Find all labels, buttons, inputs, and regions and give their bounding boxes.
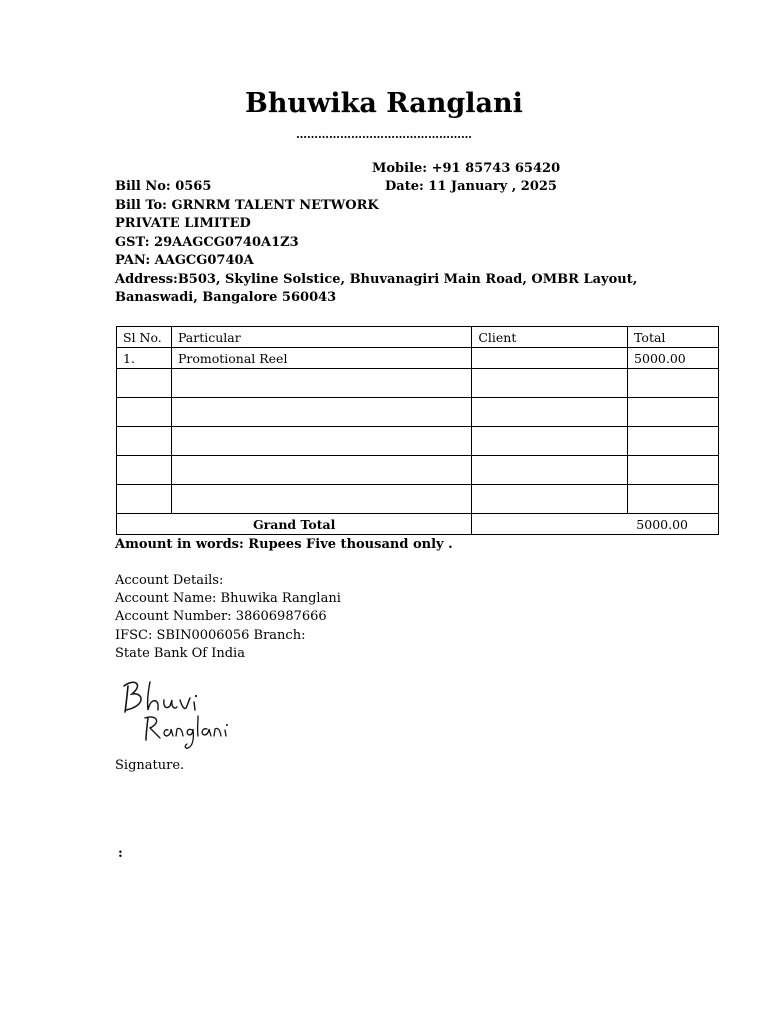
cell-particular [171, 398, 471, 427]
bank-name: State Bank Of India [115, 646, 245, 661]
cell-particular [171, 369, 471, 398]
cell-particular [171, 456, 471, 485]
cell-sl-no [117, 456, 172, 485]
cell-sl-no [117, 427, 172, 456]
header-total: Total [628, 327, 719, 348]
header-client: Client [472, 327, 628, 348]
cell-particular: Promotional Reel [171, 348, 471, 369]
table-row [117, 427, 719, 456]
cell-particular [171, 427, 471, 456]
address-line1: Address:B503, Skyline Solstice, Bhuvanagiri Main Road, OMBR Layout, [115, 272, 638, 287]
table-header-row [117, 327, 719, 348]
table-row [117, 456, 719, 485]
items-table [116, 326, 719, 535]
footer-colon-mark: : [118, 846, 123, 861]
title-dotted-rule: ………………………………………… [296, 128, 472, 141]
table-row [117, 485, 719, 514]
cell-particular [171, 485, 471, 514]
signature-label: Signature. [115, 758, 185, 773]
grand-total-row [117, 514, 719, 535]
bill-to-line1: Bill To: GRNRM TALENT NETWORK [115, 198, 379, 213]
bill-date: Date: 11 January , 2025 [385, 179, 557, 194]
account-name: Account Name: Bhuwika Ranglani [115, 591, 341, 606]
cell-total [628, 485, 719, 514]
cell-total [628, 398, 719, 427]
cell-sl-no [117, 398, 172, 427]
header-particular: Particular [171, 327, 471, 348]
ifsc-branch: IFSC: SBIN0006056 Branch: [115, 628, 306, 643]
account-details-heading: Account Details: [115, 573, 224, 588]
cell-client [472, 485, 628, 514]
cell-client [472, 398, 628, 427]
pan-number: PAN: AAGCG0740A [115, 253, 254, 268]
cell-total: 5000.00 [628, 348, 719, 369]
cell-sl-no [117, 369, 172, 398]
cell-client [472, 369, 628, 398]
amount-in-words: Amount in words: Rupees Five thousand only . [115, 537, 453, 552]
cell-total [628, 369, 719, 398]
issuer-name: Bhuwika Ranglani [245, 88, 523, 119]
table-row [117, 348, 719, 369]
grand-total-value: 5000.00 [472, 514, 719, 535]
bill-number: Bill No: 0565 [115, 179, 212, 194]
account-number: Account Number: 38606987666 [115, 609, 327, 624]
cell-total [628, 456, 719, 485]
grand-total-label: Grand Total [117, 514, 472, 535]
cell-sl-no [117, 485, 172, 514]
mobile-number: Mobile: +91 85743 65420 [372, 161, 561, 176]
table-row [117, 369, 719, 398]
table-row [117, 398, 719, 427]
handwritten-signature [118, 674, 248, 754]
bill-to-line2: PRIVATE LIMITED [115, 216, 251, 231]
address-line2: Banaswadi, Bangalore 560043 [115, 290, 337, 305]
cell-client [472, 456, 628, 485]
gst-number: GST: 29AAGCG0740A1Z3 [115, 235, 299, 250]
cell-client [472, 427, 628, 456]
header-sl-no: Sl No. [117, 327, 172, 348]
cell-client [472, 348, 628, 369]
cell-sl-no: 1. [117, 348, 172, 369]
cell-total [628, 427, 719, 456]
